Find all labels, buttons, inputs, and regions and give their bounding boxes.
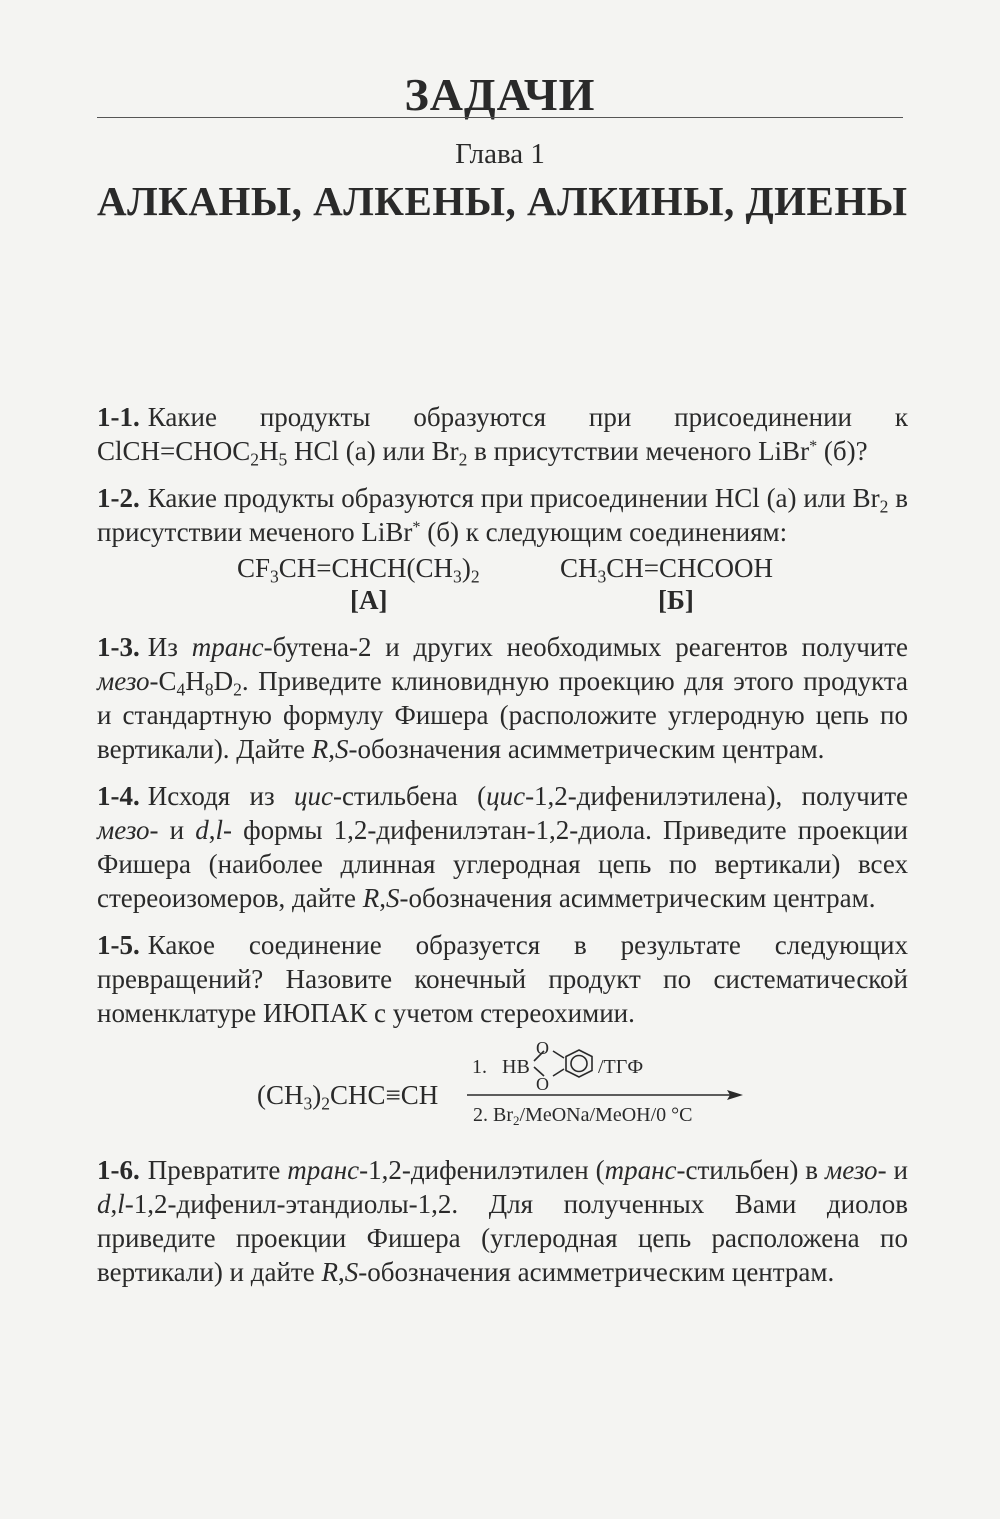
chapter-title: АЛКАНЫ, АЛКЕНЫ, АЛКИНЫ, ДИЕНЫ [97, 178, 908, 224]
compound-b-label: [Б] [658, 585, 694, 615]
reactant-formula: $(CH_3)_2CHC\equiv CH$ [257, 1080, 439, 1114]
catecholborane-ring [534, 1050, 592, 1077]
reaction-scheme [97, 1040, 908, 1140]
oxygen-atom: O [536, 1074, 549, 1094]
chapter-label: Глава 1 [455, 138, 545, 170]
problem-1-4: 1-4. Исходя из цис-стильбена (цис-1,2-дифенилэтилена), получите мезо- и d,l- формы 1,2-дифенилэтан-1,2-диола. Приведите проекции Фишера (наиболее длинная углеродная цепь по вертикали) всех стереоизомеров, дайте R,S-обозначения асимметрическим центрам. [97, 781, 908, 913]
problems-list [97, 400, 908, 1302]
compound-formulas [97, 551, 908, 617]
problem-1-5 [97, 928, 908, 1140]
step1-solvent: /ТГФ [598, 1056, 644, 1078]
compound-a-formula: $CF_3CH=CHCH(CH_3)_2$ [237, 553, 480, 587]
compound-b-formula: $CH_3CH=CHCOOH$ [560, 553, 774, 587]
step1-reagent: HB [502, 1056, 530, 1078]
problem-number: 1-6. [97, 1155, 140, 1185]
problem-text: Какое соединение образуется в результате следующих превращений? Назовите конечный продукт по систематической номенклатуре ИЮПАК с учетом стереохимии. [97, 930, 908, 1028]
problem-number: 1-3. [97, 632, 140, 662]
problem-number: 1-5. [97, 930, 140, 960]
oxygen-atom: O [536, 1038, 549, 1058]
main-title: ЗАДАЧИ [404, 69, 596, 120]
problem-number: 1-2. [97, 483, 140, 513]
problem-1-6: 1-6. Превратите транс-1,2-дифенилэтилен (транс-стильбен) в мезо- и d,l-1,2-дифенил-этандиолы-1,2. Для полученных Вами диолов приведите проекции Фишера (углеродная цепь расположена по вертикали) и дайте R,S-обозначения асимметрическим центрам. [97, 1155, 908, 1287]
problem-1-2: 1-2. Какие продукты образуются при присоединении HCl (а) или $Br_2$ в присутствии меченого LiBr* (б) к следующим соединениям: $CF_3CH=CHCH(CH_3)_2$ [А] $CH_3CH=CHCOOH$ [Б] [97, 483, 908, 615]
problem-number: 1-4. [97, 781, 140, 811]
step1-prefix: 1. [472, 1056, 487, 1078]
title-divider [97, 117, 903, 118]
problem-1-1: 1-1. Какие продукты образуются при присоединении к $ClCH=CHOC_2H_5$ HCl (а) или $Br_2$ в присутствии меченого LiBr* (б)? [97, 402, 908, 470]
problem-number: 1-1. [97, 402, 140, 432]
step2-conditions: 2. $Br_2/MeONa/MeOH/0$ °C [473, 1104, 693, 1128]
compound-a-label: [А] [350, 585, 388, 615]
problem-1-3: 1-3. Из транс-бутена-2 и других необходимых реагентов получите мезо-$C_4H_8D_2$. Приведите клиновидную проекцию для этого продукта и стандартную формулу Фишера (расположите углеродную цепь по вертикали). Дайте R,S-обозначения асимметрическим центрам. [97, 632, 909, 764]
